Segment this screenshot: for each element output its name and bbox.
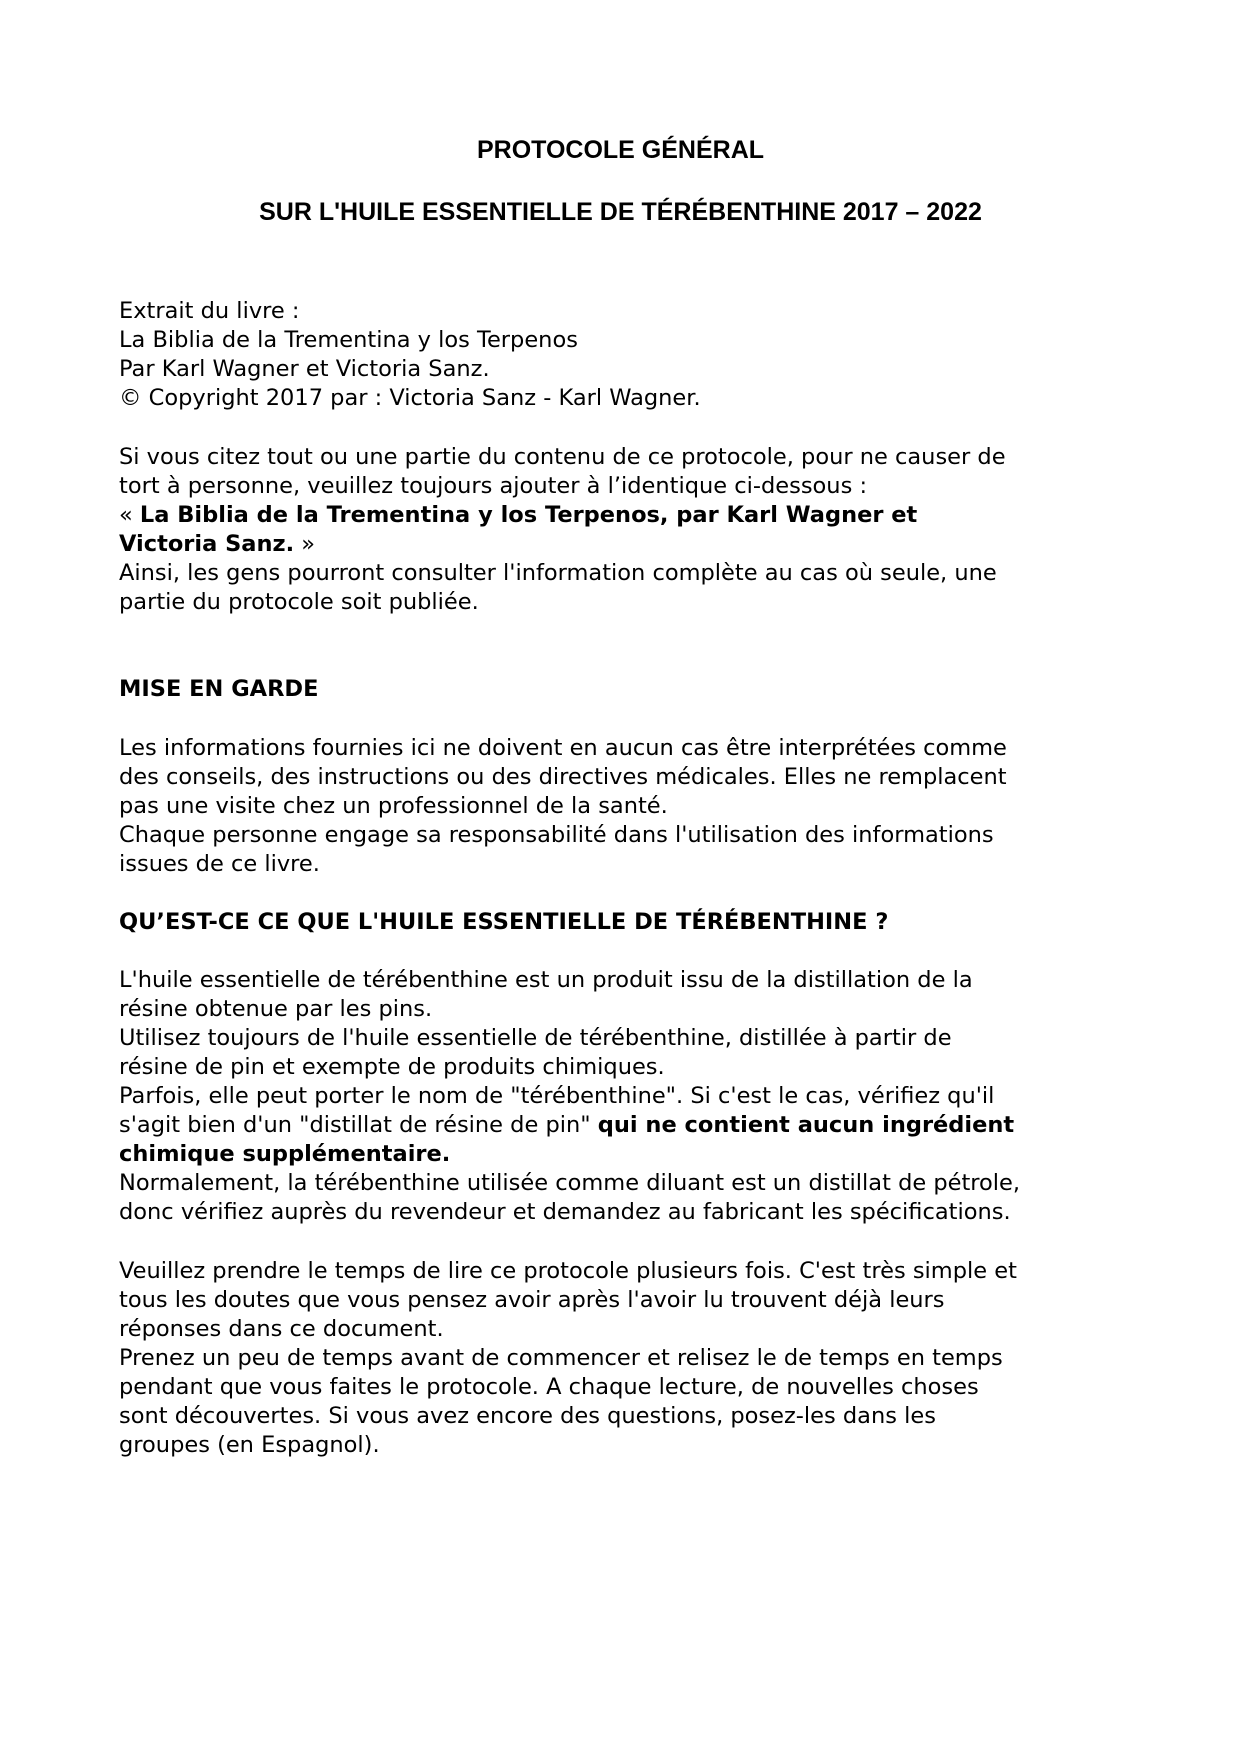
reading-line: Prenez un peu de temps avant de commencer et relisez le de temps en temps (119, 1345, 1003, 1371)
source-line: Par Karl Wagner et Victoria Sanz. (119, 356, 490, 382)
reading-line: Veuillez prendre le temps de lire ce protocole plusieurs fois. C'est très simple et (119, 1258, 1017, 1284)
what-is-bold: qui ne contient aucun ingrédient (597, 1112, 1015, 1138)
citation-line: tort à personne, veuillez toujours ajouter à l’identique ci-dessous : (119, 473, 868, 499)
reading-line: pendant que vous faites le protocole. A chaque lecture, de nouvelles choses (119, 1374, 979, 1400)
warning-line: pas une visite chez un professionnel de la santé. (119, 793, 668, 819)
document-title: PROTOCOLE GÉNÉRAL (476, 136, 765, 164)
source-line: Extrait du livre : (119, 298, 300, 324)
citation-block (119, 443, 1129, 617)
quote-close: » (294, 531, 316, 557)
citation-reference-bold: Victoria Sanz. (119, 531, 295, 557)
citation-line: partie du protocole soit publiée. (119, 589, 479, 615)
what-is-line: Parfois, elle peut porter le nom de "térébenthine". Si c'est le cas, vérifiez qu'il (119, 1083, 995, 1109)
reading-line: groupes (en Espagnol). (119, 1432, 380, 1458)
what-is-paragraph (119, 966, 1129, 1227)
citation-reference-line (119, 530, 1129, 559)
citation-reference-bold: La Biblia de la Trementina y los Terpenos, par Karl Wagner et (139, 502, 918, 528)
warning-heading: MISE EN GARDE (119, 676, 319, 702)
what-is-heading: QU’EST-CE CE QUE L'HUILE ESSENTIELLE DE TÉRÉBENTHINE ? (119, 909, 889, 935)
warning-paragraph (119, 734, 1129, 879)
what-is-line: résine de pin et exempte de produits chimiques. (119, 1054, 665, 1080)
what-is-line: Utilisez toujours de l'huile essentielle de térébenthine, distillée à partir de (119, 1025, 952, 1051)
what-is-section (119, 908, 1129, 937)
what-is-line: donc vérifiez auprès du revendeur et demandez au fabricant les spécifications. (119, 1199, 1011, 1225)
citation-line: Si vous citez tout ou une partie du contenu de ce protocole, pour ne causer de (119, 444, 1006, 470)
citation-reference-line (119, 501, 1129, 530)
reading-line: tous les doutes que vous pensez avoir après l'avoir lu trouvent déjà leurs (119, 1287, 945, 1313)
copyright-line: © Copyright 2017 par : Victoria Sanz - Karl Wagner. (119, 385, 701, 411)
warning-line: issues de ce livre. (119, 851, 320, 877)
reading-advice-paragraph (119, 1257, 1129, 1460)
warning-line: Chaque personne engage sa responsabilité dans l'utilisation des informations (119, 822, 994, 848)
warning-line: Les informations fournies ici ne doivent en aucun cas être interprétées comme (119, 735, 1007, 761)
what-is-plain: s'agit bien d'un "distillat de résine de pin" (119, 1112, 598, 1138)
what-is-bold-line: chimique supplémentaire. (119, 1141, 451, 1167)
what-is-line: Normalement, la térébenthine utilisée comme diluant est un distillat de pétrole, (119, 1170, 1021, 1196)
document-subtitle: SUR L'HUILE ESSENTIELLE DE TÉRÉBENTHINE 2017 – 2022 (259, 198, 982, 226)
source-block (119, 297, 1129, 413)
what-is-line: résine obtenue par les pins. (119, 996, 433, 1022)
quote-open: « (119, 502, 140, 528)
citation-line: Ainsi, les gens pourront consulter l'information complète au cas où seule, une (119, 560, 997, 586)
source-line: La Biblia de la Trementina y los Terpenos (119, 327, 578, 353)
warning-line: des conseils, des instructions ou des directives médicales. Elles ne remplacent (119, 764, 1007, 790)
what-is-line: L'huile essentielle de térébenthine est un produit issu de la distillation de la (119, 967, 973, 993)
reading-line: réponses dans ce document. (119, 1316, 444, 1342)
warning-section (119, 675, 1129, 704)
reading-line: sont découvertes. Si vous avez encore des questions, posez-les dans les (119, 1403, 936, 1429)
what-is-line (119, 1111, 1129, 1140)
